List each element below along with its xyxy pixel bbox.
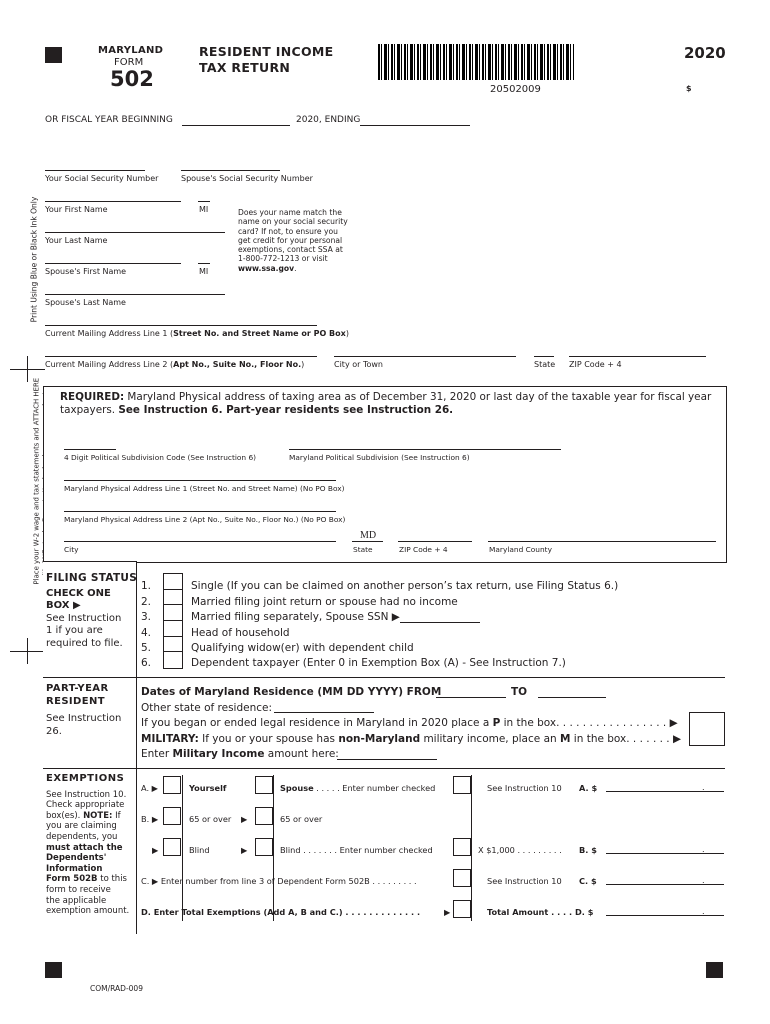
spouse-mi-line[interactable] bbox=[198, 263, 210, 264]
first-name-label: Your First Name bbox=[45, 205, 108, 214]
state-line[interactable] bbox=[534, 356, 554, 357]
w2-note-line1: Place your W-2 wage and tax statements and ATTACH HERE bbox=[32, 377, 41, 585]
exemptions-note-line: exemption amount. bbox=[46, 906, 130, 917]
residence-dates-label: Dates of Maryland Residence (MM DD YYYY) FROM bbox=[141, 686, 442, 698]
yourself-checkbox[interactable] bbox=[163, 776, 181, 794]
filing-status-title: FILING STATUS bbox=[46, 572, 138, 584]
exemptions-note-line: form to receive bbox=[46, 884, 111, 895]
part-year-note1: See Instruction bbox=[46, 713, 122, 724]
spouse-last-line[interactable] bbox=[45, 294, 225, 295]
military-text: MILITARY: If you or your spouse has non-Maryland military income, place an M in the box. . . . . . . ▶ bbox=[141, 733, 682, 745]
self-blind-checkbox[interactable] bbox=[163, 838, 181, 856]
ssa-note bbox=[238, 208, 348, 273]
residence-to-line[interactable] bbox=[538, 697, 606, 698]
city-line[interactable] bbox=[334, 356, 516, 357]
exemption-a-see: See Instruction 10 bbox=[487, 783, 562, 793]
dollar-sign: $ bbox=[686, 84, 692, 93]
exemption-c-count-box[interactable] bbox=[453, 869, 471, 887]
filing-option-6: 6. bbox=[141, 657, 152, 669]
mailing-line2-label: Current Mailing Address Line 2 (Apt No., Suite No., Floor No.) bbox=[45, 360, 305, 369]
filing-option-6-text: Dependent taxpayer (Enter 0 in Exemption Box (A) - See Instruction 7.) bbox=[191, 657, 566, 669]
filing-option-1-text: Single (If you can be claimed on another person’s tax return, use Filing Status 6.) bbox=[191, 580, 619, 592]
exemption-box-divider bbox=[273, 775, 274, 921]
spouse-mi-label: MI bbox=[199, 267, 209, 276]
physical-county-line[interactable] bbox=[488, 541, 716, 542]
ssa-note-line: 1-800-772-1213 or visit bbox=[238, 254, 328, 264]
fiscal-ending-line[interactable] bbox=[360, 125, 470, 126]
last-name-line[interactable] bbox=[45, 232, 225, 233]
ssn-line[interactable] bbox=[45, 170, 145, 171]
form-title-line1: RESIDENT INCOME bbox=[199, 44, 334, 59]
ssa-note-line: card? If not, to ensure you bbox=[238, 226, 338, 236]
filing-checkbox-4[interactable] bbox=[164, 621, 181, 636]
exemption-a-amount-label: A. $ bbox=[579, 783, 598, 793]
exemption-b-multiplier: X $1,000 . . . . . . . . . bbox=[478, 845, 562, 855]
exemptions-note-line: Check appropriate bbox=[46, 800, 125, 811]
ssa-note-line: get credit for your personal bbox=[238, 235, 343, 245]
physical-city-label: City bbox=[64, 545, 79, 554]
ssn-label: Your Social Security Number bbox=[45, 174, 159, 183]
required-note: REQUIRED: Maryland Physical address of taxing area as of December 31, 2020 or last day of the taxable year for fiscal year taxpayers. See Instruction 6. Part-year residents see Instruction 26. bbox=[60, 391, 712, 416]
spouse-blind-arrow: ▶ bbox=[241, 845, 248, 855]
state-label: State bbox=[534, 360, 556, 369]
physical-state-value: MD bbox=[360, 530, 377, 541]
exemption-d-decimal: . bbox=[702, 906, 705, 916]
exemptions-title: EXEMPTIONS bbox=[46, 773, 125, 784]
filing-option-2-text: Married filing joint return or spouse had no income bbox=[191, 596, 458, 608]
part-year-top-rule bbox=[43, 677, 725, 678]
mailing-line1[interactable] bbox=[45, 325, 317, 326]
spouse-checkbox[interactable] bbox=[255, 776, 273, 794]
filing-checkbox-1[interactable] bbox=[164, 574, 181, 589]
spouse-ssn-line[interactable] bbox=[181, 170, 280, 171]
ssa-url[interactable]: www.ssa.gov bbox=[238, 263, 295, 273]
exemption-box-divider bbox=[471, 775, 472, 921]
physical-addr2-label: Maryland Physical Address Line 2 (Apt No., Suite No., Floor No.) (No PO Box) bbox=[64, 515, 346, 524]
residence-military-box[interactable] bbox=[689, 712, 725, 746]
exemption-c-label: C. ▶ Enter number from line 3 of Dependent Form 502B . . . . . . . . . bbox=[141, 876, 417, 886]
part-year-title2: RESIDENT bbox=[46, 695, 105, 707]
yourself-label: Yourself bbox=[189, 783, 227, 793]
subdiv-label: Maryland Political Subdivision (See Instruction 6) bbox=[289, 453, 470, 462]
city-label: City or Town bbox=[334, 360, 383, 369]
exemptions-note-line: See Instruction 10. bbox=[46, 789, 127, 800]
exemptions-note-line: Information bbox=[46, 863, 103, 874]
exemption-b-decimal: . bbox=[702, 844, 705, 854]
physical-zip-label: ZIP Code + 4 bbox=[399, 545, 448, 554]
exemptions-note-line: Form 502B to this bbox=[46, 874, 127, 885]
spouse-blind-checkbox[interactable] bbox=[255, 838, 273, 856]
other-state-label: Other state of residence: bbox=[141, 702, 273, 714]
filing-checkbox-6[interactable] bbox=[164, 652, 181, 667]
exemptions-note-line: must attach the bbox=[46, 842, 123, 853]
exemption-b-count-box[interactable] bbox=[453, 838, 471, 856]
first-name-line[interactable] bbox=[45, 201, 181, 202]
physical-state-line[interactable] bbox=[352, 541, 383, 542]
physical-addr1-line[interactable] bbox=[64, 480, 336, 481]
barcode bbox=[378, 44, 574, 80]
staple-mark-top-v bbox=[27, 356, 28, 382]
spouse-65-arrow: ▶ bbox=[241, 814, 248, 824]
filing-status-section bbox=[46, 572, 137, 650]
exemptions-note-line: dependents, you bbox=[46, 831, 118, 842]
exemptions-section bbox=[46, 774, 129, 917]
self-blind-label: Blind bbox=[189, 845, 210, 855]
ssa-note-line: name on your social security bbox=[238, 217, 348, 227]
exemption-a-label: A. ▶ bbox=[141, 783, 158, 793]
exemption-box-divider bbox=[182, 775, 183, 921]
exemptions-top-rule bbox=[43, 768, 725, 769]
exemption-c-amount-line[interactable] bbox=[606, 884, 724, 885]
last-name-label: Your Last Name bbox=[45, 236, 108, 245]
part-year-title1: PART-YEAR bbox=[46, 683, 109, 694]
self-blind-arrow: ▶ bbox=[152, 845, 159, 855]
exemptions-note-line: you are claiming bbox=[46, 821, 117, 832]
exemption-c-amount-label: C. $ bbox=[579, 876, 597, 886]
registration-mark-bottom-left bbox=[45, 962, 62, 978]
physical-state-label: State bbox=[353, 545, 373, 554]
state-name: MARYLAND bbox=[98, 45, 164, 56]
ssa-period: . bbox=[294, 263, 297, 273]
residence-from-line[interactable] bbox=[436, 697, 506, 698]
filing-option-2: 2. bbox=[141, 596, 152, 608]
exemption-a-count-box[interactable] bbox=[453, 776, 471, 794]
filing-option-3: 3. bbox=[141, 611, 152, 623]
part-year-section bbox=[46, 683, 121, 738]
fiscal-ending-label: 2020, ENDING bbox=[296, 115, 361, 125]
filing-note-line: 1 if you are bbox=[46, 625, 103, 636]
registration-mark-top-left bbox=[45, 47, 62, 63]
fiscal-beginning-label: OR FISCAL YEAR BEGINNING bbox=[45, 115, 173, 125]
first-mi-line[interactable] bbox=[198, 201, 210, 202]
zip-label: ZIP Code + 4 bbox=[569, 360, 622, 369]
filing-checkbox-2[interactable] bbox=[164, 590, 181, 604]
barcode-number: 20502009 bbox=[490, 84, 541, 95]
exemption-b-label: B. ▶ bbox=[141, 814, 159, 824]
first-mi-label: MI bbox=[199, 205, 209, 214]
zip-line[interactable] bbox=[569, 356, 706, 357]
other-state-line[interactable] bbox=[274, 712, 374, 713]
exemption-d-box[interactable] bbox=[453, 900, 471, 918]
filing-option-5-text: Qualifying widow(er) with dependent child bbox=[191, 642, 414, 654]
spouse-ssn-separate-line[interactable] bbox=[400, 622, 480, 623]
spouse-65-checkbox[interactable] bbox=[255, 807, 273, 825]
filing-note-line: required to file. bbox=[46, 637, 123, 649]
registration-mark-bottom-right bbox=[706, 962, 723, 978]
spouse-blind-row-label: Blind . . . . . . . Enter number checked bbox=[280, 845, 433, 855]
spouse-row-label: Spouse . . . . . Enter number checked bbox=[280, 783, 436, 793]
form-title-line2: TAX RETURN bbox=[199, 60, 291, 75]
form-number: 502 bbox=[110, 67, 154, 91]
filing-note-line: See Instruction bbox=[46, 612, 122, 624]
ink-note: Print Using Blue or Black Ink Only bbox=[29, 196, 39, 323]
footer-code: COM/RAD-009 bbox=[90, 984, 143, 993]
spouse-last-label: Spouse's Last Name bbox=[45, 298, 126, 307]
staple-mark-bottom-v bbox=[27, 638, 28, 664]
exemption-c-see: See Instruction 10 bbox=[487, 876, 562, 886]
form-word: FORM bbox=[114, 57, 144, 68]
subdiv-code-line[interactable] bbox=[64, 449, 116, 450]
began-residence-text: If you began or ended legal residence in Maryland in 2020 place a P in the box. . . . . . . . . . . . . . . . . ▶ bbox=[141, 717, 678, 729]
physical-zip-line[interactable] bbox=[398, 541, 472, 542]
physical-city-line[interactable] bbox=[64, 541, 336, 542]
subdiv-code-label: 4 Digit Political Subdivision Code (See Instruction 6) bbox=[64, 453, 257, 462]
spouse-65-label: 65 or over bbox=[280, 814, 323, 824]
filing-option-3-text: Married filing separately, Spouse SSN ▶ bbox=[191, 611, 400, 623]
filing-checkbox-5[interactable] bbox=[164, 637, 181, 651]
check-one-box: BOX ▶ bbox=[46, 600, 81, 611]
self-65-checkbox[interactable] bbox=[163, 807, 181, 825]
ssa-note-line: exemptions, contact SSA at bbox=[238, 245, 343, 255]
filing-option-4-text: Head of household bbox=[191, 627, 290, 639]
military-income-label: Enter Military Income amount here: bbox=[141, 748, 339, 760]
exemption-a-decimal: . bbox=[702, 782, 705, 792]
check-one: CHECK ONE bbox=[46, 587, 111, 599]
military-income-line[interactable] bbox=[337, 759, 437, 760]
exemptions-note-line: Dependents' bbox=[46, 853, 107, 864]
filing-option-5: 5. bbox=[141, 642, 152, 654]
subdiv-line[interactable] bbox=[289, 449, 561, 450]
fiscal-beginning-line[interactable] bbox=[182, 125, 290, 126]
self-65-label: 65 or over bbox=[189, 814, 232, 824]
filing-option-4: 4. bbox=[141, 627, 152, 639]
exemption-d-label: D. Enter Total Exemptions (Add A, B and C.) . . . . . . . . . . . . . bbox=[141, 907, 421, 917]
spouse-ssn-label: Spouse's Social Security Number bbox=[181, 174, 313, 183]
filing-option-1: 1. bbox=[141, 580, 152, 592]
ssa-note-line: Does your name match the bbox=[238, 208, 342, 217]
physical-county-label: Maryland County bbox=[489, 545, 552, 554]
filing-checkbox-3[interactable] bbox=[164, 605, 181, 620]
tax-year: 2020 bbox=[684, 44, 726, 62]
exemptions-note-line: the applicable bbox=[46, 895, 107, 906]
physical-addr1-label: Maryland Physical Address Line 1 (Street No. and Street Name) (No PO Box) bbox=[64, 484, 345, 493]
physical-addr2-line[interactable] bbox=[64, 511, 336, 512]
exemption-a-amount-line[interactable] bbox=[606, 791, 724, 792]
exemption-c-decimal: . bbox=[702, 875, 705, 885]
spouse-first-line[interactable] bbox=[45, 263, 181, 264]
exemption-b-amount-line[interactable] bbox=[606, 853, 724, 854]
mailing-line2[interactable] bbox=[45, 356, 317, 357]
exemption-b-amount-label: B. $ bbox=[579, 845, 597, 855]
exemption-d-amount-line[interactable] bbox=[606, 915, 724, 916]
spouse-first-label: Spouse's First Name bbox=[45, 267, 127, 276]
total-amount-label: Total Amount . . . . D. $ bbox=[487, 907, 594, 917]
exemption-d-arrow: ▶ bbox=[444, 907, 451, 917]
residence-to-label: TO bbox=[511, 686, 528, 698]
part-year-note2: 26. bbox=[46, 725, 62, 737]
exemptions-note-line: box(es). NOTE: If bbox=[46, 810, 121, 821]
mailing-line1-label: Current Mailing Address Line 1 (Street No. and Street Name or PO Box) bbox=[45, 329, 349, 338]
